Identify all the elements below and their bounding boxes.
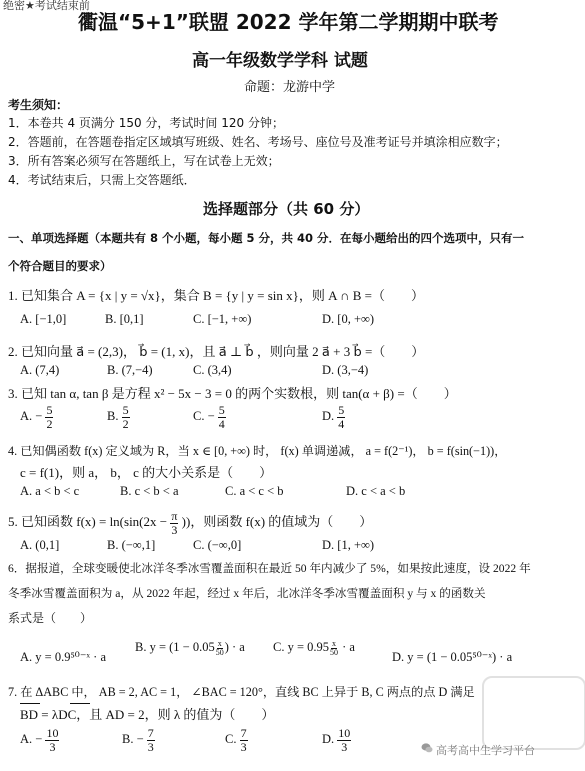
question-5-option-c[interactable]: C. (−∞,0] xyxy=(193,538,242,552)
numerator: 5 xyxy=(218,403,225,417)
question-6-stem-line1: 6．据报道，全球变暖使北冰洋冬季冰雪覆盖面积在最近 50 年内减少了 5%，如果按此速度，设 2022 年 xyxy=(8,562,531,575)
fraction xyxy=(240,727,248,753)
option-prefix: D. xyxy=(322,408,335,423)
denominator: 50 xyxy=(330,648,339,658)
question-7-option-d[interactable] xyxy=(322,727,351,753)
numerator: π xyxy=(171,509,178,523)
option-prefix: A. − xyxy=(20,408,43,423)
option-text: C. y = 0.95 xyxy=(273,640,330,654)
question-2-option-a[interactable]: A. (7,4) xyxy=(20,363,60,377)
fraction xyxy=(337,727,351,753)
option-text: · a xyxy=(339,640,355,654)
denominator: 3 xyxy=(240,739,247,754)
denominator: 2 xyxy=(46,416,53,431)
numerator: x xyxy=(217,639,222,648)
wechat-icon xyxy=(421,742,433,754)
question-4-stem-line2: c = f(1)，则 a， b， c 的大小关系是（ ） xyxy=(20,465,273,480)
option-prefix: B. xyxy=(107,408,119,423)
exponent-fraction xyxy=(329,640,339,658)
question-5-option-d[interactable]: D. [1, +∞) xyxy=(322,538,375,552)
question-5-option-a[interactable]: A. (0,1] xyxy=(20,538,60,552)
option-prefix: B. − xyxy=(122,731,144,746)
denominator: 3 xyxy=(49,739,56,754)
question-6-stem-line3: 系式是（ ） xyxy=(8,611,93,625)
watermark-footer: 高考高中生学习平台 xyxy=(436,744,535,757)
question-7-stem-line1: 7. 在 ΔABC 中， AB = 2, AC = 1， ∠BAC = 120°，直线 BC 上异于 B, C 两点的点 D 满足 xyxy=(8,685,475,699)
question-4-option-c[interactable]: C. a < c < b xyxy=(225,484,284,498)
question-6-option-c[interactable] xyxy=(273,640,355,658)
option-prefix: C. xyxy=(225,731,237,746)
denominator: 3 xyxy=(171,522,178,537)
question-7-stem-line2: BD = λDC，且 AD = 2，则 λ 的值为（ ） xyxy=(20,707,275,722)
section-instruction: 一、单项选择题（本题共有 8 个小题，每小题 5 分，共 40 分．在每小题给出的四个选项中，只有一 xyxy=(8,231,525,245)
denominator: 3 xyxy=(341,739,348,754)
numerator: 7 xyxy=(240,726,247,740)
fraction xyxy=(218,404,226,430)
question-1-option-a[interactable]: A. [−1,0] xyxy=(20,312,67,326)
fraction xyxy=(45,727,59,753)
denominator: 4 xyxy=(338,416,345,431)
denominator: 2 xyxy=(122,416,129,431)
question-6-option-b[interactable] xyxy=(135,640,245,658)
question-4-option-b[interactable]: B. c < b < a xyxy=(120,484,179,498)
question-4-option-a[interactable]: A. a < b < c xyxy=(20,484,80,498)
question-3-option-b[interactable] xyxy=(107,404,130,430)
option-text: ) · a xyxy=(224,640,245,654)
question-6-option-d[interactable]: D. y = (1 − 0.05⁵⁰⁻ˣ) · a xyxy=(392,650,513,664)
exam-subtitle: 高一年级数学学科 试题 xyxy=(192,51,368,71)
question-3-option-a[interactable] xyxy=(20,404,53,430)
question-5-stem-pre: 5. 已知函数 f(x) = ln(sin(2x − xyxy=(8,514,168,530)
numerator: x xyxy=(332,639,337,648)
question-3-stem: 3. 已知 tan α, tan β 是方程 x² − 5x − 3 = 0 的两个实数根，则 tan(α + β) =（ ） xyxy=(8,386,457,401)
question-2-option-c[interactable]: C. (3,4) xyxy=(193,363,232,377)
secret-tag: 绝密★考试结束前 xyxy=(3,0,90,12)
question-7-option-b[interactable] xyxy=(122,727,155,753)
section-instruction: 个符合题目的要求） xyxy=(8,259,112,273)
notice-item: 4．考试结束后，只需上交答题纸． xyxy=(8,173,196,187)
question-7-option-a[interactable] xyxy=(20,727,59,753)
question-6-option-a[interactable]: A. y = 0.9⁵⁰⁻ˣ · a xyxy=(20,650,106,664)
vector-arrow-bd xyxy=(20,703,40,704)
notice-item: 1．本卷共 4 页满分 150 分，考试时间 120 分钟； xyxy=(8,116,284,130)
question-5-option-b[interactable]: B. (−∞,1] xyxy=(107,538,156,552)
denominator: 4 xyxy=(218,416,225,431)
vector-arrow-dc xyxy=(70,703,90,704)
question-4-stem-line1: 4. 已知偶函数 f(x) 定义域为 R，当 x ∈ [0, +∞) 时， f(x) 单调递减， a = f(2⁻¹)， b = f(sin(−1))， xyxy=(8,444,507,458)
numerator: 10 xyxy=(338,726,351,740)
fraction xyxy=(170,510,178,536)
question-2-option-d[interactable]: D. (3,−4) xyxy=(322,363,369,377)
fraction xyxy=(45,404,53,430)
denominator: 50 xyxy=(215,648,224,658)
option-text: B. y = (1 − 0.05 xyxy=(135,640,215,654)
question-1-stem: 1. 已知集合 A = {x | y = √x}，集合 B = {y | y = sin x}，则 A ∩ B =（ ） xyxy=(8,288,424,303)
question-3-option-d[interactable] xyxy=(322,404,345,430)
option-prefix: C. − xyxy=(193,408,215,423)
numerator: 5 xyxy=(46,403,53,417)
section-title: 选择题部分（共 60 分） xyxy=(203,200,370,218)
option-prefix: D. xyxy=(322,731,335,746)
question-3-option-c[interactable] xyxy=(193,404,226,430)
option-prefix: A. − xyxy=(20,731,43,746)
question-6-stem-line2: 冬季冰雪覆盖面积为 a，从 2022 年起，经过 x 年后，北冰洋冬季冰雪覆盖面积 y 与 x 的函数关 xyxy=(8,587,486,600)
numerator: 7 xyxy=(147,726,154,740)
question-5-stem xyxy=(8,510,372,536)
question-7-option-c[interactable] xyxy=(225,727,248,753)
numerator: 5 xyxy=(338,403,345,417)
watermark-seal xyxy=(482,676,585,750)
notice-item: 3．所有答案必须写在答题纸上，写在试卷上无效； xyxy=(8,154,280,168)
fraction xyxy=(337,404,345,430)
numerator: 10 xyxy=(46,726,59,740)
numerator: 5 xyxy=(122,403,129,417)
question-4-option-d[interactable]: D. c < a < b xyxy=(346,484,406,498)
exam-title: 衢温“5+1”联盟 2022 学年第二学期期中联考 xyxy=(78,10,499,34)
denominator: 3 xyxy=(147,739,154,754)
fraction xyxy=(122,404,130,430)
question-1-option-b[interactable]: B. [0,1] xyxy=(105,312,144,326)
notice-heading: 考生须知： xyxy=(8,98,69,112)
question-1-option-d[interactable]: D. [0, +∞) xyxy=(322,312,375,326)
question-2-stem: 2. 已知向量 a⃗ = (2,3)， b⃗ = (1, x)，且 a⃗ ⊥ b⃗ ，则向量 2 a⃗ + 3 b⃗ =（ ） xyxy=(8,344,425,359)
exponent-fraction xyxy=(215,640,225,658)
setter-line: 命题：龙游中学 xyxy=(244,80,336,95)
question-2-option-b[interactable]: B. (7,−4) xyxy=(107,363,153,377)
fraction xyxy=(147,727,155,753)
question-5-stem-post: ))，则函数 f(x) 的值域为（ ） xyxy=(181,514,373,530)
question-1-option-c[interactable]: C. [−1, +∞) xyxy=(193,312,252,326)
notice-item: 2．答题前，在答题卷指定区域填写班级、姓名、考场号、座位号及准考证号并填涂相应数字； xyxy=(8,135,508,149)
